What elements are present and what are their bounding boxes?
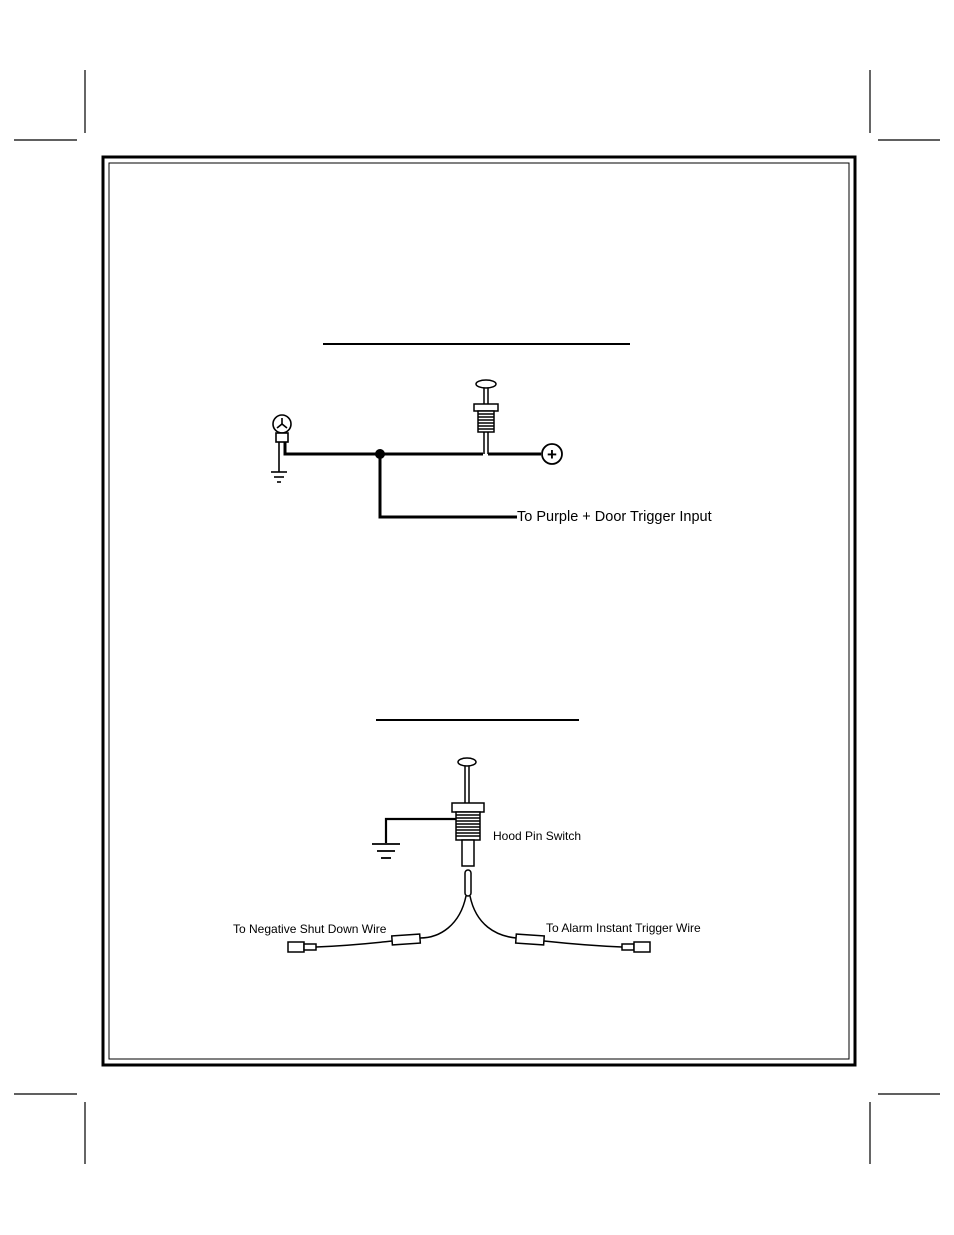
dome-light-icon: [273, 415, 291, 442]
label-alarm-instant-trigger: To Alarm Instant Trigger Wire: [546, 921, 701, 935]
junction-node: [375, 449, 385, 459]
label-hood-pin-switch: Hood Pin Switch: [493, 829, 582, 843]
label-trigger-input: To Purple + Door Trigger Input: [517, 509, 712, 525]
connector-icon: [288, 942, 316, 952]
diagram-top: [271, 344, 712, 525]
ground-icon: [372, 819, 456, 858]
pin-switch-icon: [474, 380, 498, 454]
diagram-bottom: [233, 720, 701, 952]
inner-frame: [109, 163, 849, 1059]
crop-marks: [14, 70, 940, 1164]
connector-icon: [622, 942, 650, 952]
hood-pin-switch-icon: [452, 758, 484, 896]
inline-fuse-icon: [392, 934, 421, 945]
label-negative-shut-down: To Negative Shut Down Wire: [233, 922, 387, 936]
positive-terminal-icon: [542, 444, 562, 464]
wire-bus: [285, 442, 541, 517]
inline-fuse-icon: [516, 934, 545, 945]
positive-symbol: +: [547, 445, 557, 464]
outer-frame: [103, 157, 855, 1065]
